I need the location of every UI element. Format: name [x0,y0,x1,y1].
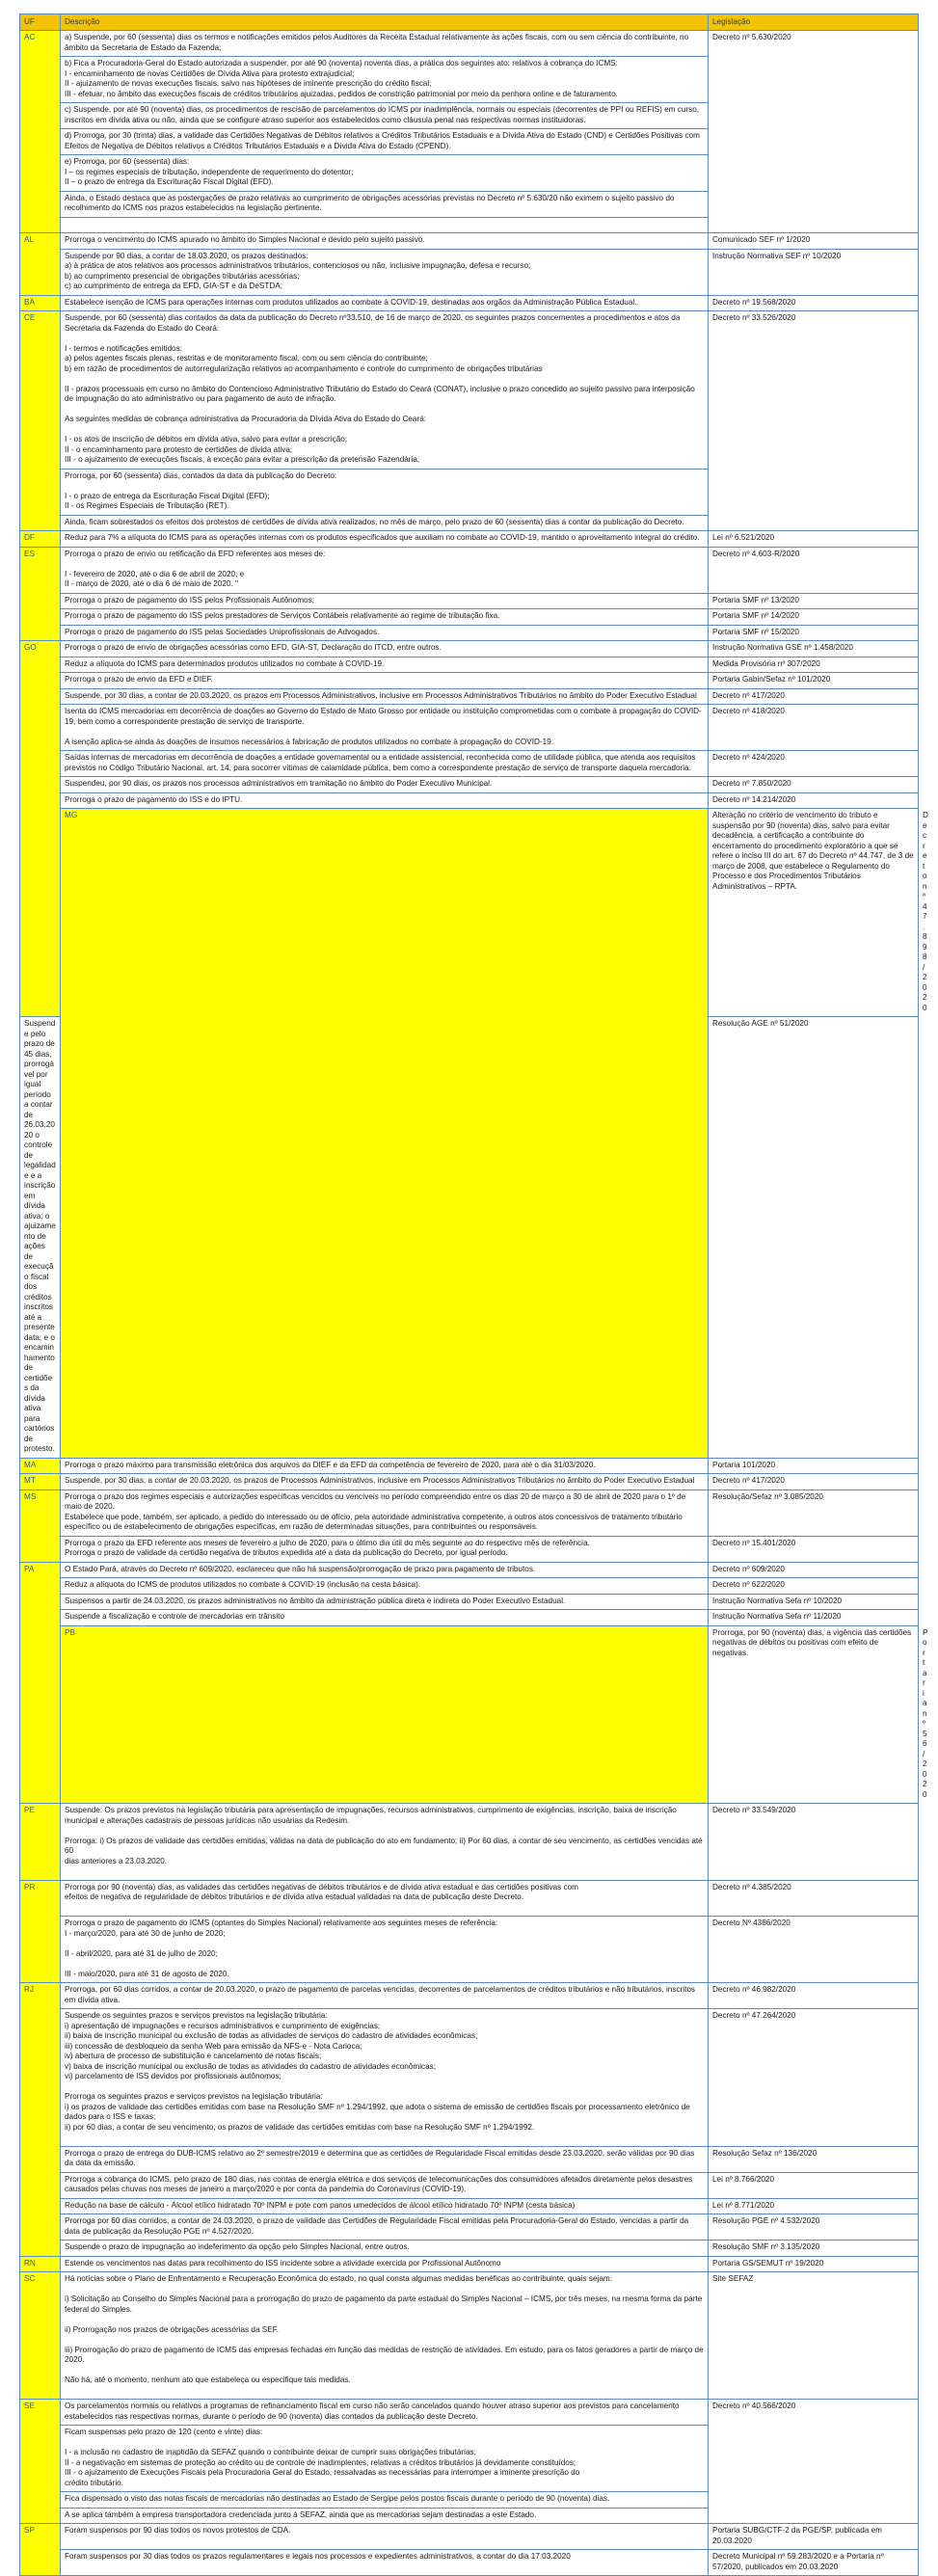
legislation-cell: Portaria 101/2020 [709,1458,919,1474]
description-cell: c) Suspende, por até 90 (noventa) dias, os procedimentos de rescisão de parcelamentos do ICMS por inadimplência, normais ou especiais (decorrentes de PPI ou REFIS) em curso, inscritos em dívida ativa ou não, ainda que se configure atraso superior aos estabelecidos como cláusula penal nas respectivas normas instituidoras. [61,103,709,129]
description-cell: Suspende, por 30 dias, a contar de 20.03.2020, os prazos em Processos Administrativos, inclusive em Processos Administrativos Tributários no âmbito do Poder Executivo Estadual [61,688,709,705]
state-code-cell: PA [20,1562,61,1804]
legislation-cell: Lei nº 8.771/2020 [709,2198,919,2214]
description-cell: Suspende os seguintes prazos e serviços previstos na legislação tributária: i) apresentação de impugnações e recursos administrativos e cumprimento de exigências; ii) baixa de inscrição municipal ou exclusão de todas as atividades de serviços do cadastro de atividades econômicas; iii) concessão de desbloqueio da senha Web para emissão da NFS-e - Nota Carioca; iv) abertura de processo de substituição e cancelamento de notas fiscais; v) baixa de inscrição municipal ou exclusão de todas as atividades do cadastro de atividades econômicas; vi) parcelamento de ISS devidos por profissionais autônomos; Prorroga os seguintes prazos e serviços previstos na legislação tributária: i) os prazos de validade das certidões emitidas com base na Resolução SMF nº 1.294/1992, que adota o sistema de emissão de certidões fiscais por processamento eletrônico de dados para o ISS e taxas; ii) por 60 dias, a contar de seu vencimento, os prazos de validade das certidões emitidas com base na Resolução SMF nº 1.294/1992. [61,2009,709,2147]
table-row [20,1804,919,1881]
description-cell: Reduz para 7% a alíquota do ICMS para as operações internas com os produtos especificados que auxiliam no combate ao COVID-19, mantido o aproveitamento integral do crédito. [61,531,709,548]
description-cell: Prorroga o prazo de pagamento do ISS e do IPTU. [61,792,709,809]
description-cell: Prorroga o prazo de envio ou retificação da EFD referentes aos meses de: I - fevereiro de 2020, até o dia 6 de abril de 2020; e II - março de 2020, até o dia 6 de maio de 2020. " [61,547,709,593]
legislation-cell: Decreto nº 5.630/2020 [709,31,919,233]
description-cell: Alteração no critério de vencimento do tributo e suspensão por 90 (noventa) dias, salvo para evitar decadência, a certificação a contribuinte do encerramento do procedimento exploratório a que se refere o inciso III do art. 67 do Decreto nº 44.747, de 3 de março de 2008, que estabelece o Regulamento do Processo e dos Procedimentos Tributários Administrativos – RPTA. [709,809,919,1017]
table-row [20,1562,919,1578]
description-cell: d) Prorroga, por 30 (trinta) dias, a validade das Certidões Negativas de Débitos relativos a Créditos Tributários Estaduais e a Dívida Ativa do Estado (CND) e Certidões Positivas com Efeitos de Negativa de Débitos relativos a Créditos Tributários Estaduais e a Dívida Ativa do Estado (CPEND). [61,129,709,155]
header-uf: UF [20,14,61,31]
table-row [20,2214,919,2241]
table-row [20,1474,919,1490]
legislation-cell: Decreto nº 14.214/2020 [709,792,919,809]
legislation-cell: Decreto nº 417/2020 [709,1474,919,1490]
description-cell: Prorroga, por 60 (sessenta) dias, contados da data da publicação do Decreto: I - o prazo de entrega da Escrituração Fiscal Digital (EFD); II - os Regimes Especiais de Tributação (RET). [61,469,709,515]
description-cell: Suspende: Os prazos previstos na legislação tributária para apresentação de impugnações, recursos administrativos, cumprimento de exigências, inscrição, baixa de inscrição municipal e alterações cadastrais de pessoas jurídicas não usuárias da Redesim. Prorroga: i) Os prazos de validade das certidões emitidas, válidas na data de publicação do ato em fundamento; ii) Por 60 dias, a contar de seu vencimento, as certidões vencidas até 60 dias anteriores a 23.03.2020. [61,1804,709,1881]
description-cell: Prorroga o prazo máximo para transmissão eletrônica dos arquivos da DIEF e da EFD da competência de fevereiro de 2020, para até o dia 31/03/2020. [61,1458,709,1474]
table-row [20,31,919,57]
legislation-cell: Lei nº 6.521/2020 [709,531,919,548]
description-cell: Fica dispensado o visto das notas fiscais de mercadorias não destinadas ao Estado de Sergipe pelos postos fiscais durante o período de 90 (noventa) dias. [61,2492,709,2509]
description-cell: Os parcelamentos normais ou relativos a programas de refinanciamento fiscal em curso não serão cancelados quando houver atraso superior aos previstos para cancelamento estabelecidos nas respectivas normas, durante o período de 90 (noventa) dias contados da publicação deste Decreto. [61,2400,709,2426]
legislation-cell: Decreto nº 46.982/2020 [709,1983,919,2009]
table-row [20,2272,919,2400]
legislation-cell: Resolução SMF nº 3.135/2020 [709,2241,919,2257]
table-row [20,531,919,548]
table-row [20,1489,919,1536]
table-row [20,2241,919,2257]
legislation-cell: Portaria Gabin/Sefaz nº 101/2020 [709,673,919,689]
description-cell: Prorroga o prazo da EFD referente aos meses de fevereiro a julho de 2020, para o último dia útil do mês seguinte ao do respectivo mês de referência. Prorroga o prazo de validade da certidão negativa de tributos expedida até a data da publicação do Decreto, por igual período. [61,1536,709,1562]
table-row [20,2198,919,2214]
legislation-cell: Resolução Sefaz nº 136/2020 [709,2146,919,2172]
legislation-cell: Site SEFAZ [709,2272,919,2400]
description-cell: a) Suspende, por 60 (sessenta) dias os termos e notificações emitidos pelos Auditores da Receita Estadual relativamente às ações fiscais, com ou sem ciência do contribuinte, no âmbito da Secretaria de Estado da Fazenda; [61,31,709,57]
state-code-cell: BA [20,295,61,311]
description-cell: Prorroga o prazo de pagamento do ISS pelas Sociedades Uniprofissionais de Advogados. [61,625,709,641]
description-cell: Prorroga a cobrança do ICMS, pelo prazo de 180 dias, nas contas de energia elétrica e dos serviços de telecomunicações dos consumidores afetados diretamente pelos desastres causados pelas chuvas nos meses de janeiro a março/2020 e por conta da pandemia do Coronavírus (COVID-19). [61,2172,709,2198]
state-code-cell: PE [20,1804,61,1881]
state-code-cell: AC [20,31,61,233]
legislation-cell: Resolução AGE nº 51/2020 [709,1017,919,1459]
state-code-cell: ES [20,547,61,641]
description-cell: Estabelece isenção de ICMS para operações internas com produtos utilizados ao combate à COVID-19, destinadas aos orgãos da Administração Pública Estadual. [61,295,709,311]
legislation-cell: Portaria GS/SEMUT nº 19/2020 [709,2256,919,2272]
table-row [20,2172,919,2198]
table-row [20,233,919,250]
description-cell: Prorroga o prazo de entrega do DUB-ICMS relativo ao 2º semestre/2019 e determina que as certidões de Regularidade Fiscal emitidas desde 23.03.2020, serão válidas por 90 dias da data da emissão. [61,2146,709,2172]
header-legislacao: Legislação [709,14,919,31]
table-row [20,1917,919,1983]
table-body [20,31,928,2576]
state-code-cell: MS [20,1489,61,1562]
description-cell: Prorroga o prazo de envio da EFD e DIEF. [61,673,709,689]
legislation-cell: Portaria SMF nº 13/2020 [709,593,919,609]
description-cell: Suspende o prazo de impugnação ao indeferimento da opção pelo Simples Nacional, entre outros. [61,2241,709,2257]
legislation-cell: Decreto nº 33.526/2020 [709,311,919,531]
legislation-cell: Medida Provisória nº 307/2020 [709,657,919,673]
state-code-cell: PB [61,1625,709,1804]
table-header-row [20,14,919,31]
table-row [20,249,919,295]
legislation-cell: Decreto nº 7.850/2020 [709,777,919,793]
description-cell: A se aplica também à empresa transportadora credenciada junto à SEFAZ, ainda que as mercadorias sejam destinadas a este Estado. [61,2508,709,2524]
legislation-cell: Decreto nº 424/2020 [709,751,919,777]
legislation-cell: Portaria SMF nº 14/2020 [709,609,919,626]
table-row [20,2550,919,2576]
table-row [20,2009,919,2147]
state-code-cell: PR [20,1880,61,1983]
table-row [20,2256,919,2272]
description-cell: Redução na base de cálculo - Álcool etílico hidratado 70º INPM e pote com panos umedecidos de álcool etílico hidratado 70º INPM (cesta básica) [61,2198,709,2214]
table-row [20,705,919,751]
legislation-cell: Decreto nº 4.385/2020 [709,1880,919,1917]
legislation-cell: Instrução Normativa GSE nº 1.458/2020 [709,641,919,657]
legislation-cell: Instrução Normativa SEF nº 10/2020 [709,249,919,295]
description-cell: Suspende pelo prazo de 45 dias, prorrogável por igual período a contar de 26.03.2020 o controle de legalidade e a inscrição em dívida ativa; o ajuizamento de ações de execução fiscal dos créditos inscritos até a presente data; e o encaminhamento de certidões da dívida ativa para cartórios de protesto. [20,1017,61,1459]
description-cell: Isenta do ICMS mercadorias em decorrência de doações ao Governo do Estado de Mato Grosso por entidade ou instituição comprometidas com o combate à propagação do COVID-19, bem como a correspondente prestação de serviço de transporte. A isenção aplica-se ainda às doações de insumos necessários à fabricação de produtos utilizados no combate à propagação do COVID-19. [61,705,709,751]
state-code-cell: RN [20,2256,61,2272]
table-row [20,777,919,793]
legislation-cell: Decreto nº 19.568/2020 [709,295,919,311]
table-row [20,792,919,809]
description-cell: Reduz a alíquota do ICMS de produtos utilizados no combate à COVID-19 (inclusão na cesta básica). [61,1578,709,1595]
description-cell: Foram suspensos por 90 dias todos os novos protestos de CDA. [61,2524,709,2550]
state-code-cell: RJ [20,1983,61,2257]
legislation-cell: Decreto nº 40.566/2020 [709,2400,919,2524]
table-row [20,609,919,626]
table-row [20,311,919,470]
legislation-cell: Lei nº 8.766/2020 [709,2172,919,2198]
legislation-sheet [19,13,928,2576]
table-row [20,657,919,673]
description-cell: Foram suspensos por 30 dias todos os prazos regulamentares e legais nos processos e expedientes administrativos, a contar do dia 17.03.2020 [61,2550,709,2576]
description-cell: Ainda, ficam sobrestados os efeitos dos protestos de certidões de dívida ativa realizados, no mês de março, pelo prazo de 60 (sessenta) dias a contar da publicação do Decreto. [61,515,709,531]
table-row [20,1880,919,1917]
table-row [20,641,919,657]
legislation-cell: Resolução/Sefaz nº 3.085/2020 [709,1489,919,1536]
state-code-cell: CE [20,311,61,531]
description-cell: Há notícias sobre o Plano de Enfrentamento e Recuperação Econômica do estado, no qual consta algumas medidas benéficas ao contribuinte, quais sejam: i) Solicitação ao Conselho do Simples Nacional para a prorrogação do prazo de pagamento da parte estadual do Simples Nacional – ICMS, por três meses, na mesma forma da parte federal do Simples. ii) Prorrogação nos prazos de obrigações acessórias da SEF. iii) Prorrogação do prazo de pagamento de ICMS das empresas fechadas em função das medidas de restrição de atividades. Em estudo, para os fatos geradores a partir de março de 2020. Não há, até o momento, nenhum ato que estabeleça ou especifique tais medidas. [61,2272,709,2400]
description-cell: Prorroga o prazo de envio de obrigações acessórias como EFD, GIA-ST, Declaração do ITCD, entre outros. [61,641,709,657]
table-row [20,1594,919,1610]
description-cell: Suspende por 90 dias, a contar de 18.03.2020, os prazos destinados: a) à prática de atos relativos aos processos administrativos tributários, contenciosos ou não, inclusive impugnação, defesa e recurso; b) ao cumprimento presencial de obrigações tributárias acessórias; c) ao cumprimento de entrega da EFD, GIA-ST e da DeSTDA; [61,249,709,295]
description-cell: Prorroga, por 90 (noventa) dias, a vigência das certidões negativas de débitos ou positivas com efeito de negativas. [709,1625,919,1804]
description-cell: b) Fica a Procuradoria-Geral do Estado autorizada a suspender, por até 90 (noventa) noventa dias, a prática dos seguintes ato: relativos à cobrança do ICMS: I - encaminhamento de novas Certidões de Dívida Ativa para protesto extrajudicial; II - ajuizamento de novas execuções fiscais, salvo nas hipóteses de iminente prescrição do crédito fiscal; III - efetuar, no âmbito das execuções fiscais de créditos tributários ajuizadas, pedidos de constrição patrimonial por meio da penhora online e de faturamento. [61,57,709,103]
table-row: PB Prorroga, por 90 (noventa) dias, a vigência das certidões negativas de débitos ou positivas com efeito de negativas. Portaria nº 56/2020 [20,1625,919,1804]
description-cell: Prorroga, por 60 dias corridos, a contar de 20.03.2020, o prazo de pagamento de parcelas vencidas, decorrentes de parcelamentos de créditos tributários e não tributários, inscritos em dívida ativa. [61,1983,709,2009]
table-row [20,625,919,641]
legislation-table [19,13,928,2576]
legislation-cell: Comunicado SEF nº 1/2020 [709,233,919,250]
table-row [20,2400,919,2426]
legislation-cell: Decreto nº 417/2020 [709,688,919,705]
table-row [20,1536,919,1562]
description-cell: Suspende a fiscalização e controle de mercadorias em trânsito [61,1610,709,1626]
description-cell: Saídas internas de mercadorias em decorrência de doações a entidade governamental ou a entidade assistencial, reconhecida como de utilidade pública, que atenda aos requisitos previstos no Código Tributário Nacional, art. 14, para socorrer vítimas de calamidade pública, bem como a correspondente prestação de serviço de transporte daquela mercadoria. [61,751,709,777]
state-code-cell: AL [20,233,61,296]
legislation-cell: Decreto nº 47.264/2020 [709,2009,919,2147]
description-cell: Prorroga o prazo de pagamento do ICMS (optantes do Simples Nacional) relativamente aos seguintes meses de referência: I - março/2020, para até 30 de junho de 2020; II - abril/2020, para até 31 de julho de 2020; III - maio/2020, para até 31 de agosto de 2020. [61,1917,709,1983]
table-row [20,1578,919,1595]
state-code-cell: SP [20,2524,61,2576]
table-row [20,2146,919,2172]
state-code-cell: MA [20,1458,61,1474]
description-cell: Prorroga o prazo dos regimes especiais e autorizações específicas vencidos ou vencíveis no período compreendido entre os dias 20 de março a 30 de abril de 2020 para o 1º de maio de 2020. Estabelece que pode, também, ser aplicado, a pedido do interessado ou de ofício, pela autoridade administrativa competente, a outros atos concessivos de tratamento tributário específico ou de estabelecimento de obrigações específicas, em razão de determinadas situações, para contribuintes ou responsáveis. [61,1489,709,1536]
state-code-cell: MT [20,1474,61,1490]
table-row [20,1983,919,2009]
description-cell: Estende os vencimentos nas datas para recolhimento do ISS incidente sobre a atividade exercida por Profissional Autônomo [61,2256,709,2272]
description-cell: Ainda, o Estado destaca que as postergações de prazo relativas ao cumprimento de obrigações acessórias previstas no Decreto nº 5.630/20 não eximem o sujeito passivo do recolhimento do ICMS nos prazos estabelecidos na legislação pertinente. [61,191,709,217]
table-row [20,593,919,609]
description-cell: Reduz a alíquota do ICMS para determinados produtos utilizados no combate à COVID-19. [61,657,709,673]
legislation-cell: Decreto nº 418/2020 [709,705,919,751]
legislation-cell: Instrução Normativa Sefa nº 10/2020 [709,1594,919,1610]
description-cell: Prorroga por 60 dias corridos, a contar de 24.03.2020, o prazo de validade das Certidões de Regularidade Fiscal emitidas pela Procuradoria-Geral do Estado, vencidas a partir da data de publicação da Resolução PGE nº 4.527/2020. [61,2214,709,2241]
state-code-cell: DF [20,531,61,548]
legislation-cell: Portaria SUBG/CTF-2 da PGE/SP, publicada em 20.03.2020 [709,2524,919,2550]
state-code-cell: MG [61,809,709,1459]
table-row [20,1458,919,1474]
legislation-cell: Decreto Nº 4386/2020 [709,1917,919,1983]
legislation-cell: Decreto nº 609/2020 [709,1562,919,1578]
description-cell: Suspendeu, por 90 dias, os prazos nos processos administrativos em tramitação no âmbito do Poder Executivo Municipal. [61,777,709,793]
legislation-cell: Resolução PGE nº 4.532/2020 [709,2214,919,2241]
description-cell: Ficam suspensas pelo prazo de 120 (cento e vinte) dias: I - a inclusão no cadastro de inaptidão da SEFAZ quando o contribuinte deixar de cumprir suas obrigações tributárias; II - a negativação em sistemas de proteção ao crédito ou de controle de inadimplentes, relativas a créditos tributários já devidamente constituídos; III - o ajuizamento de Execuções Fiscais pela Procuradoria Geral do Estado, ressalvadas as necessárias para interromper a iminente prescrição do crédito tributário. [61,2426,709,2492]
description-cell: Prorroga o prazo de pagamento do ISS pelos prestadores de Serviços Contábeis relativamente ao regime de tributação fixa. [61,609,709,626]
description-cell: Prorroga o prazo de pagamento do ISS pelos Profissionais Autônomos; [61,593,709,609]
legislation-cell: Instrução Normativa Sefa nº 11/2020 [709,1610,919,1626]
table-row [20,547,919,593]
legislation-cell: Decreto nº 622/2020 [709,1578,919,1595]
description-cell: Prorroga por 90 (noventa) dias, as validades das certidões negativas de débitos tributários e de dívida ativa estadual e das certidões positivas com efeitos de negativa de regularidade de débitos tributários e de dívida ativa estadual validadas na data de publicação deste Decreto. [61,1880,709,1917]
legislation-cell: Decreto nº 4.603-R/2020 [709,547,919,593]
state-code-cell: SE [20,2400,61,2524]
legislation-cell: Decreto Municipal nº 59.283/2020 e a Portaria nº 57/2020, publicados em 20.03.2020 [709,2550,919,2576]
description-cell: Suspensos a partir de 24.03.2020, os prazos administrativos no âmbito da administração pública direta e indireta do Poder Executivo Estadual. [61,1594,709,1610]
table-row [20,295,919,311]
description-cell: O Estado Pará, através do Decreto nº 609/2020, esclareceu que não há suspensão/prorrogação de prazo para pagamento de tributos. [61,1562,709,1578]
legislation-cell: Portaria SMF nº 15/2020 [709,625,919,641]
table-row [20,688,919,705]
table-row [20,2524,919,2550]
table-row [20,751,919,777]
legislation-cell: Decreto nº 15.401/2020 [709,1536,919,1562]
table-row: MG Alteração no critério de vencimento do tributo e suspensão por 90 (noventa) dias, salvo para evitar decadência, a certificação a contribuinte do encerramento do procedimento exploratório a que se refere o inciso III do art. 67 do Decreto nº 44.747, de 3 de março de 2008, que estabelece o Regulamento do Processo e dos Procedimentos Tributários Administrativos – RPTA. Decreto nº 47.898/2020 [20,809,919,1017]
description-cell: Suspende, por 60 (sessenta) dias contados da data da publicação do Decreto nº33.510, de 16 de março de 2020, os seguintes prazos concernentes a procedimentos e atos da Secretaria da Fazenda do Estado do Ceará: I - termos e notificações emitidos: a) pelos agentes fiscais plenas, restritas e de monitoramento fiscal, com ou sem ciência do contribuinte; b) em razão de procedimentos de autorregularização relativos ao acompanhamento e controle do cumprimento de obrigações tributárias II - prazos processuais em curso no âmbito do Contencioso Administrativo Tributário do Estado do Ceará (CONAT), inclusive o prazo concedido ao sujeito passivo para interposição de impugnação do ato administrativo ou para pagamento de auto de infração. As seguintes medidas de cobrança administrativa da Procuradoria da Dívida Ativa do Estado do Ceará: I - os atos de inscrição de débitos em dívida ativa, salvo para evitar a prescrição; II - o encaminhamento para protesto de certidões de dívida ativa; III - o ajuizamento de execuções fiscais, à exceção para evitar a prescrição da pretensão Fazendária; [61,311,709,470]
description-cell: e) Prorroga, por 60 (sessenta) dias: I – os regimes especiais de tributação, independente de requerimento do detentor; II – o prazo de entrega da Escrituração Fiscal Digital (EFD). [61,155,709,192]
header-descricao: Descrição [61,14,709,31]
table-row [20,673,919,689]
description-cell: Suspende, por 30 dias, a contar de 20.03.2020, os prazos de Processos Administrativos, inclusive em Processos Administrativos Tributários no âmbito do Poder Executivo Estadual [61,1474,709,1490]
table-row [20,1610,919,1626]
state-code-cell: SC [20,2272,61,2400]
description-cell: Prorroga o vencimento do ICMS apurado no âmbito do Simples Nacional e devido pelo sujeito passivo. [61,233,709,250]
state-code-cell: GO [20,641,61,1017]
legislation-cell: Decreto nº 33.549/2020 [709,1804,919,1881]
description-cell [61,217,709,233]
